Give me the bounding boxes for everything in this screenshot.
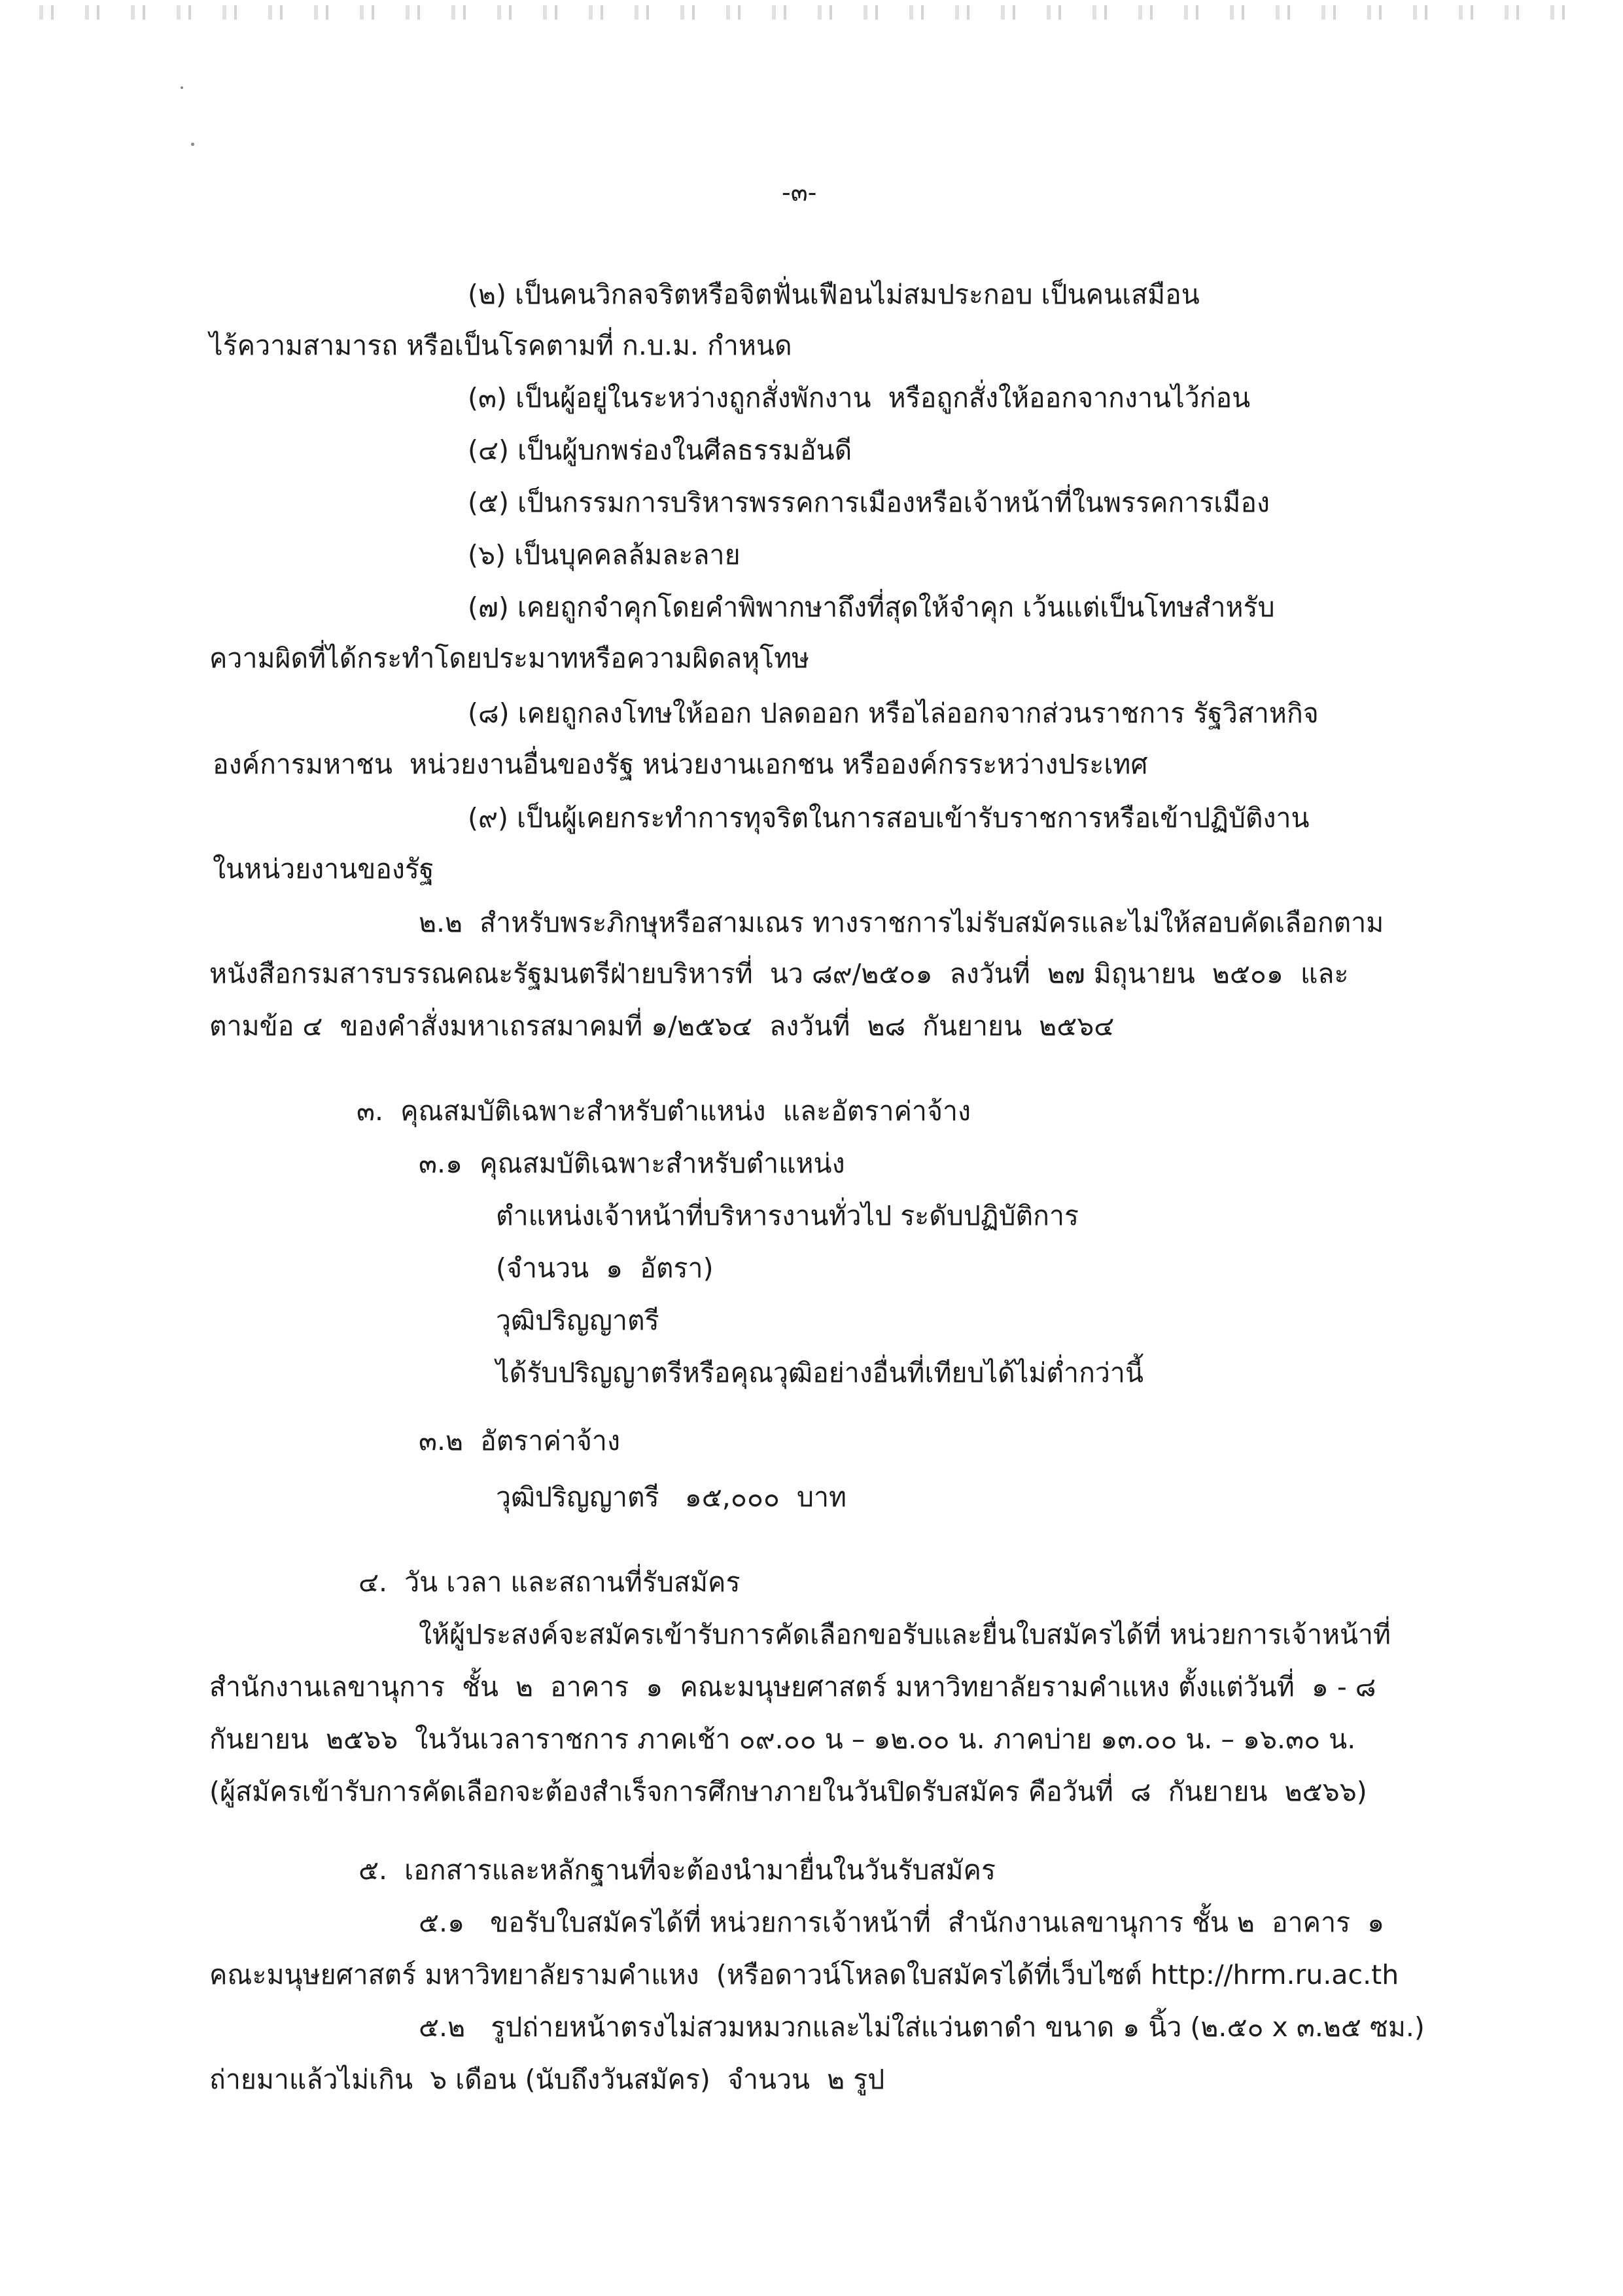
text-line: สำนักงานเลขานุการ ชั้น ๒ อาคาร ๑ คณะมนุษยศาสตร์ มหาวิทยาลัยรามคำแหง ตั้งแต่วันที่ ๑ - ๘ <box>209 1671 1376 1703</box>
section-heading-5: ๕. เอกสารและหลักฐานที่จะต้องนำมายื่นในวันรับสมัคร <box>358 1854 996 1886</box>
text-line: (ผู้สมัครเข้ารับการคัดเลือกจะต้องสำเร็จการศึกษาภายในวันปิดรับสมัคร คือวันที่ ๘ กันยายน ๒๕๖๖) <box>209 1776 1367 1807</box>
text-line: องค์การมหาชน หน่วยงานอื่นของรัฐ หน่วยงานเอกชน หรือองค์กรระหว่างประเทศ <box>213 749 1148 780</box>
section-heading-3: ๓. คุณสมบัติเฉพาะสำหรับตำแหน่ง และอัตราค่าจ้าง <box>357 1095 971 1127</box>
text-line: (๘) เคยถูกลงโทษให้ออก ปลดออก หรือไล่ออกจากส่วนราชการ รัฐวิสาหกิจ <box>468 698 1319 729</box>
text-line: (๙) เป็นผู้เคยกระทำการทุจริตในการสอบเข้ารับราชการหรือเข้าปฏิบัติงาน <box>468 802 1310 834</box>
text-line: (๔) เป็นผู้บกพร่องในศีลธรรมอันดี <box>468 434 852 466</box>
text-line: ให้ผู้ประสงค์จะสมัครเข้ารับการคัดเลือกขอรับและยื่นใบสมัครได้ที่ หน่วยการเจ้าหน้าที่ <box>419 1619 1391 1650</box>
page-number: -๓- <box>782 178 817 207</box>
scan-artifact-top <box>39 5 1596 20</box>
text-line: ถ่ายมาแล้วไม่เกิน ๖ เดือน (นับถึงวันสมัคร) จำนวน ๒ รูป <box>209 2064 885 2095</box>
text-line: ตำแหน่งเจ้าหน้าที่บริหารงานทั่วไป ระดับปฏิบัติการ <box>496 1200 1079 1231</box>
text-line: วุฒิปริญญาตรี ๑๕,๐๐๐ บาท <box>496 1481 847 1513</box>
scan-speck <box>191 143 194 146</box>
text-line: (๗) เคยถูกจำคุกโดยคำพิพากษาถึงที่สุดให้จำคุก เว้นแต่เป็นโทษสำหรับ <box>468 592 1275 623</box>
text-line: คณะมนุษยศาสตร์ มหาวิทยาลัยรามคำแหง (หรือดาวน์โหลดใบสมัครได้ที่เว็บไซต์ http://hrm.ru.ac.th <box>209 1959 1399 1990</box>
text-line: กันยายน ๒๕๖๖ ในวันเวลาราชการ ภาคเช้า ๐๙.๐๐ น – ๑๒.๐๐ น. ภาคบ่าย ๑๓.๐๐ น. – ๑๖.๓๐ น. <box>209 1723 1356 1755</box>
text-line: (๒) เป็นคนวิกลจริตหรือจิตฟั่นเฟือนไม่สมประกอบ เป็นคนเสมือน <box>468 279 1200 310</box>
text-line: ๒.๒ สำหรับพระภิกษุหรือสามเณร ทางราชการไม่รับสมัครและไม่ให้สอบคัดเลือกตาม <box>419 907 1384 938</box>
scan-speck <box>181 86 183 89</box>
text-line: (๕) เป็นกรรมการบริหารพรรคการเมืองหรือเจ้าหน้าที่ในพรรคการเมือง <box>468 487 1270 518</box>
text-line: หนังสือกรมสารบรรณคณะรัฐมนตรีฝ่ายบริหารที่ นว ๘๙/๒๕๐๑ ลงวันที่ ๒๗ มิถุนายน ๒๕๐๑ และ <box>209 958 1349 989</box>
text-line: ตามข้อ ๔ ของคำสั่งมหาเถรสมาคมที่ ๑/๒๕๖๔ ลงวันที่ ๒๘ กันยายน ๒๕๖๔ <box>209 1010 1115 1042</box>
text-line: ในหน่วยงานของรัฐ <box>213 853 434 885</box>
text-line: ไร้ความสามารถ หรือเป็นโรคตามที่ ก.บ.ม. กำหนด <box>209 330 792 361</box>
text-line: ๕.๑ ขอรับใบสมัครได้ที่ หน่วยการเจ้าหน้าที่ สำนักงานเลขานุการ ชั้น ๒ อาคาร ๑ <box>419 1907 1385 1938</box>
text-line: (จำนวน ๑ อัตรา) <box>496 1252 714 1284</box>
text-line: (๖) เป็นบุคคลล้มละลาย <box>468 539 741 571</box>
section-heading-4: ๔. วัน เวลา และสถานที่รับสมัคร <box>358 1566 741 1598</box>
text-line: วุฒิปริญญาตรี <box>496 1305 659 1336</box>
subsection-heading-3-1: ๓.๑ คุณสมบัติเฉพาะสำหรับตำแหน่ง <box>419 1148 845 1179</box>
text-line: ความผิดที่ได้กระทำโดยประมาทหรือความผิดลหุโทษ <box>209 643 810 674</box>
subsection-heading-3-2: ๓.๒ อัตราค่าจ้าง <box>419 1425 620 1457</box>
text-line: ได้รับปริญญาตรีหรือคุณวุฒิอย่างอื่นที่เทียบได้ไม่ต่ำกว่านี้ <box>496 1357 1143 1388</box>
text-line: (๓) เป็นผู้อยู่ในระหว่างถูกสั่งพักงาน หรือถูกสั่งให้ออกจากงานไว้ก่อน <box>468 382 1251 414</box>
text-line: ๕.๒ รูปถ่ายหน้าตรงไม่สวมหมวกและไม่ใส่แว่นตาดำ ขนาด ๑ นิ้ว (๒.๕๐ x ๓.๒๕ ซม.) <box>419 2011 1425 2043</box>
